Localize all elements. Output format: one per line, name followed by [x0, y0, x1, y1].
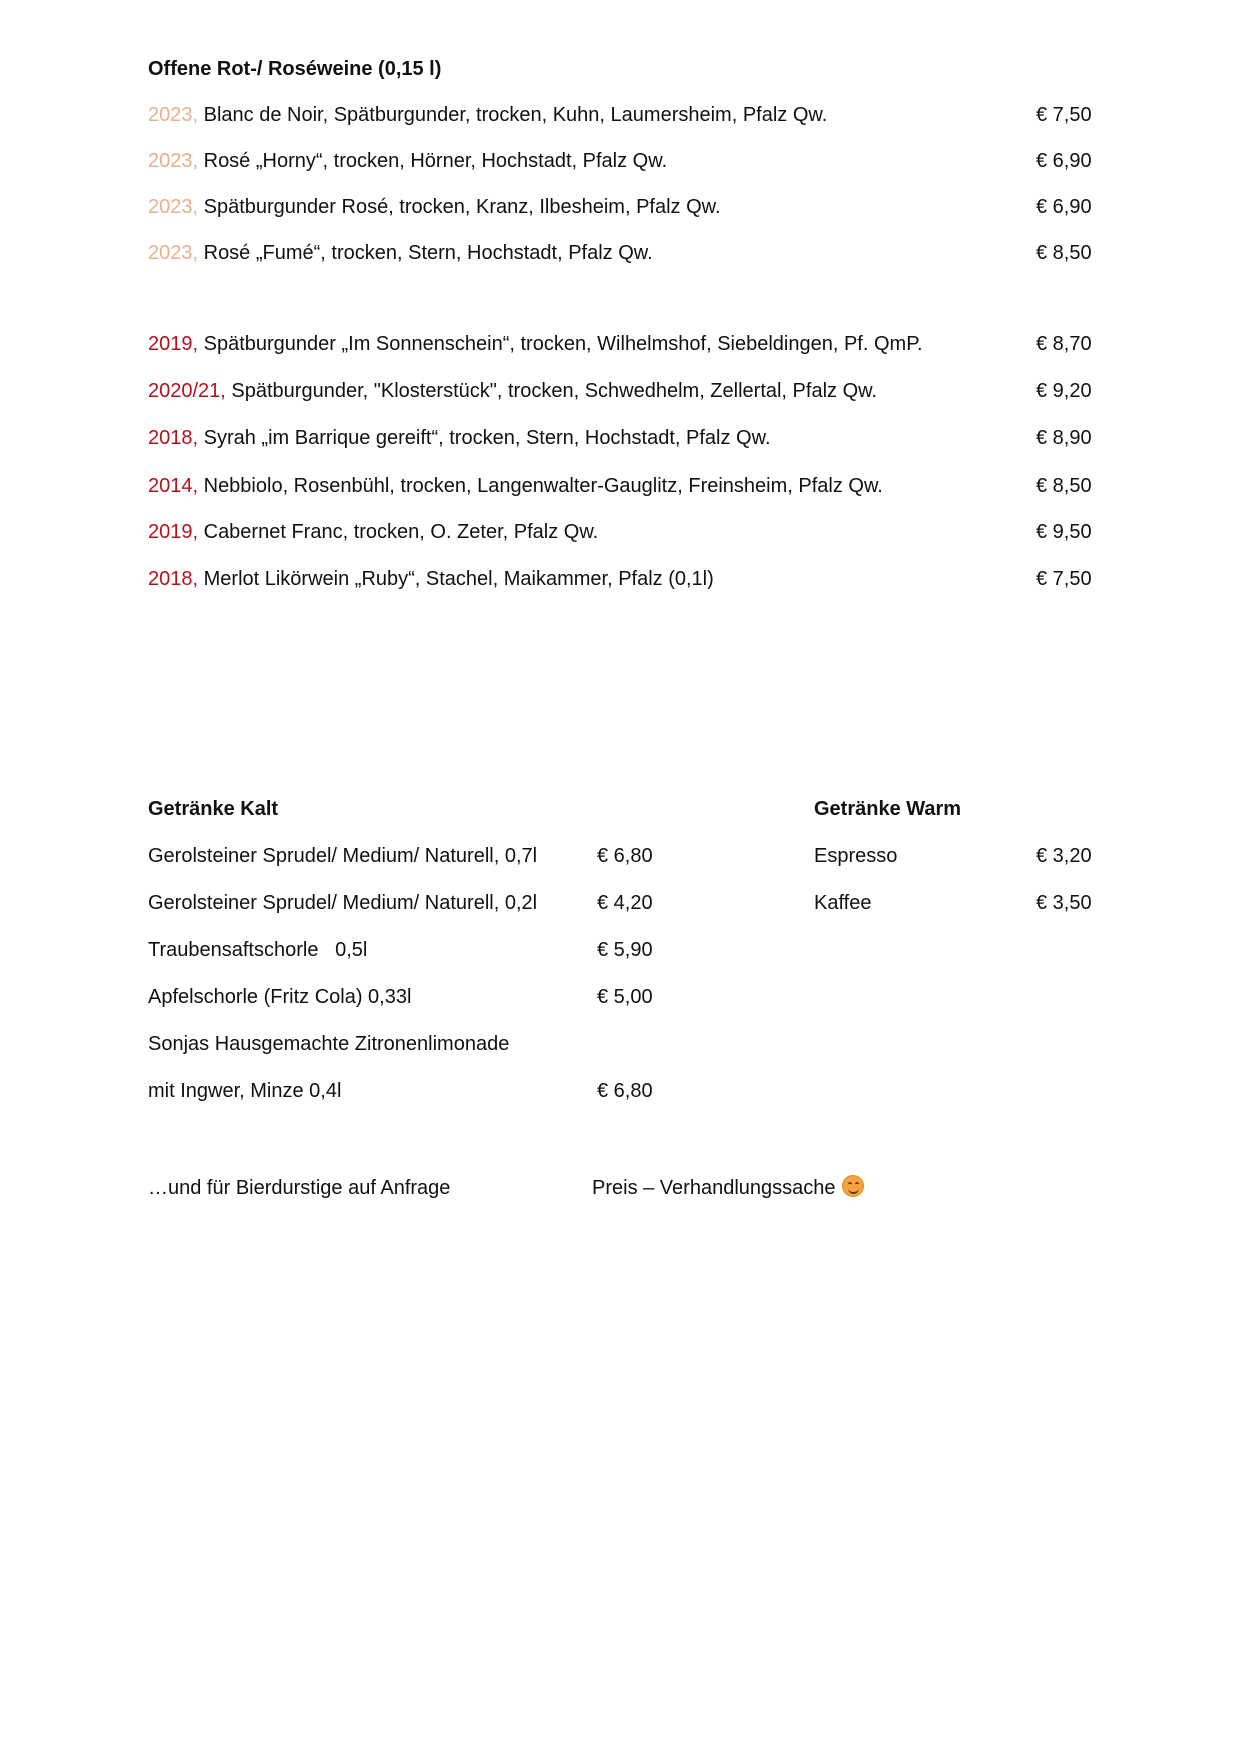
drink-name: Apfelschorle (Fritz Cola) 0,33l	[148, 986, 412, 1008]
wine-price: € 9,50	[1036, 521, 1092, 543]
rose-wine-item	[148, 148, 667, 174]
drink-price: € 3,50	[1036, 892, 1092, 914]
wine-description: Nebbiolo, Rosenbühl, trocken, Langenwalter-Gauglitz, Freinsheim, Pfalz Qw.	[198, 475, 883, 497]
red-wine-item	[148, 519, 598, 545]
wine-description: Rosé „Fumé“, trocken, Stern, Hochstadt, Pfalz Qw.	[198, 242, 653, 264]
red-wine-item	[148, 425, 771, 451]
wine-price: € 6,90	[1036, 196, 1092, 218]
red-wine-item	[148, 473, 883, 499]
drink-name: Gerolsteiner Sprudel/ Medium/ Naturell, 0,7l	[148, 845, 538, 867]
drink-price: € 3,20	[1036, 845, 1092, 867]
cold-drinks-title: Getränke Kalt	[148, 798, 279, 820]
wine-description: Merlot Likörwein „Ruby“, Stachel, Maikammer, Pfalz (0,1l)	[198, 568, 714, 590]
wine-price: € 6,90	[1036, 150, 1092, 172]
wine-year: 2019,	[148, 521, 199, 543]
wine-description: Spätburgunder „Im Sonnenschein“, trocken, Wilhelmshof, Siebeldingen, Pf. QmP.	[198, 333, 923, 355]
wine-year: 2020/21,	[148, 380, 226, 402]
wine-year: 2019,	[148, 333, 199, 355]
red-wine-item	[148, 566, 714, 592]
wine-description: Syrah „im Barrique gereift“, trocken, Stern, Hochstadt, Pfalz Qw.	[198, 427, 771, 449]
wine-year: 2014,	[148, 475, 199, 497]
wine-price: € 9,20	[1036, 380, 1092, 402]
wine-year: 2023,	[148, 242, 199, 264]
wine-price: € 7,50	[1036, 104, 1092, 126]
drink-price: € 6,80	[597, 1080, 653, 1102]
drink-price: € 5,00	[597, 986, 653, 1008]
warm-drinks-title: Getränke Warm	[814, 798, 962, 820]
beer-note-price-text: Preis – Verhandlungssache	[592, 1177, 836, 1199]
smiley-icon	[842, 1175, 864, 1197]
rose-wine-item	[148, 194, 721, 220]
drink-price: € 5,90	[597, 939, 653, 961]
wine-year: 2018,	[148, 427, 199, 449]
drink-name: Kaffee	[814, 892, 872, 914]
beer-note-label: …und für Bierdurstige auf Anfrage	[148, 1177, 451, 1199]
drink-price: € 4,20	[597, 892, 653, 914]
drink-price: € 6,80	[597, 845, 653, 867]
wine-price: € 8,90	[1036, 427, 1092, 449]
drink-name: Gerolsteiner Sprudel/ Medium/ Naturell, 0,2l	[148, 892, 538, 914]
red-wine-item	[148, 378, 877, 404]
rose-wine-item	[148, 102, 827, 128]
wine-price: € 8,50	[1036, 242, 1092, 264]
wine-price: € 8,70	[1036, 333, 1092, 355]
drink-name: Espresso	[814, 845, 898, 867]
wine-description: Blanc de Noir, Spätburgunder, trocken, Kuhn, Laumersheim, Pfalz Qw.	[198, 104, 828, 126]
drink-name: Sonjas Hausgemachte Zitronenlimonade	[148, 1033, 510, 1055]
wine-year: 2023,	[148, 104, 199, 126]
wine-year: 2018,	[148, 568, 199, 590]
wine-year: 2023,	[148, 150, 199, 172]
wine-price: € 7,50	[1036, 568, 1092, 590]
rose-section-title: Offene Rot-/ Roséweine (0,15 l)	[148, 58, 442, 80]
drink-name: Traubensaftschorle 0,5l	[148, 939, 368, 961]
beer-note-price	[592, 1175, 864, 1201]
drink-name: mit Ingwer, Minze 0,4l	[148, 1080, 342, 1102]
wine-description: Cabernet Franc, trocken, O. Zeter, Pfalz Qw.	[198, 521, 599, 543]
wine-description: Spätburgunder Rosé, trocken, Kranz, Ilbesheim, Pfalz Qw.	[198, 196, 721, 218]
wine-price: € 8,50	[1036, 475, 1092, 497]
wine-year: 2023,	[148, 196, 199, 218]
wine-description: Rosé „Horny“, trocken, Hörner, Hochstadt, Pfalz Qw.	[198, 150, 668, 172]
rose-wine-item	[148, 240, 653, 266]
wine-description: Spätburgunder, "Klosterstück", trocken, Schwedhelm, Zellertal, Pfalz Qw.	[225, 380, 878, 402]
red-wine-item	[148, 331, 923, 357]
